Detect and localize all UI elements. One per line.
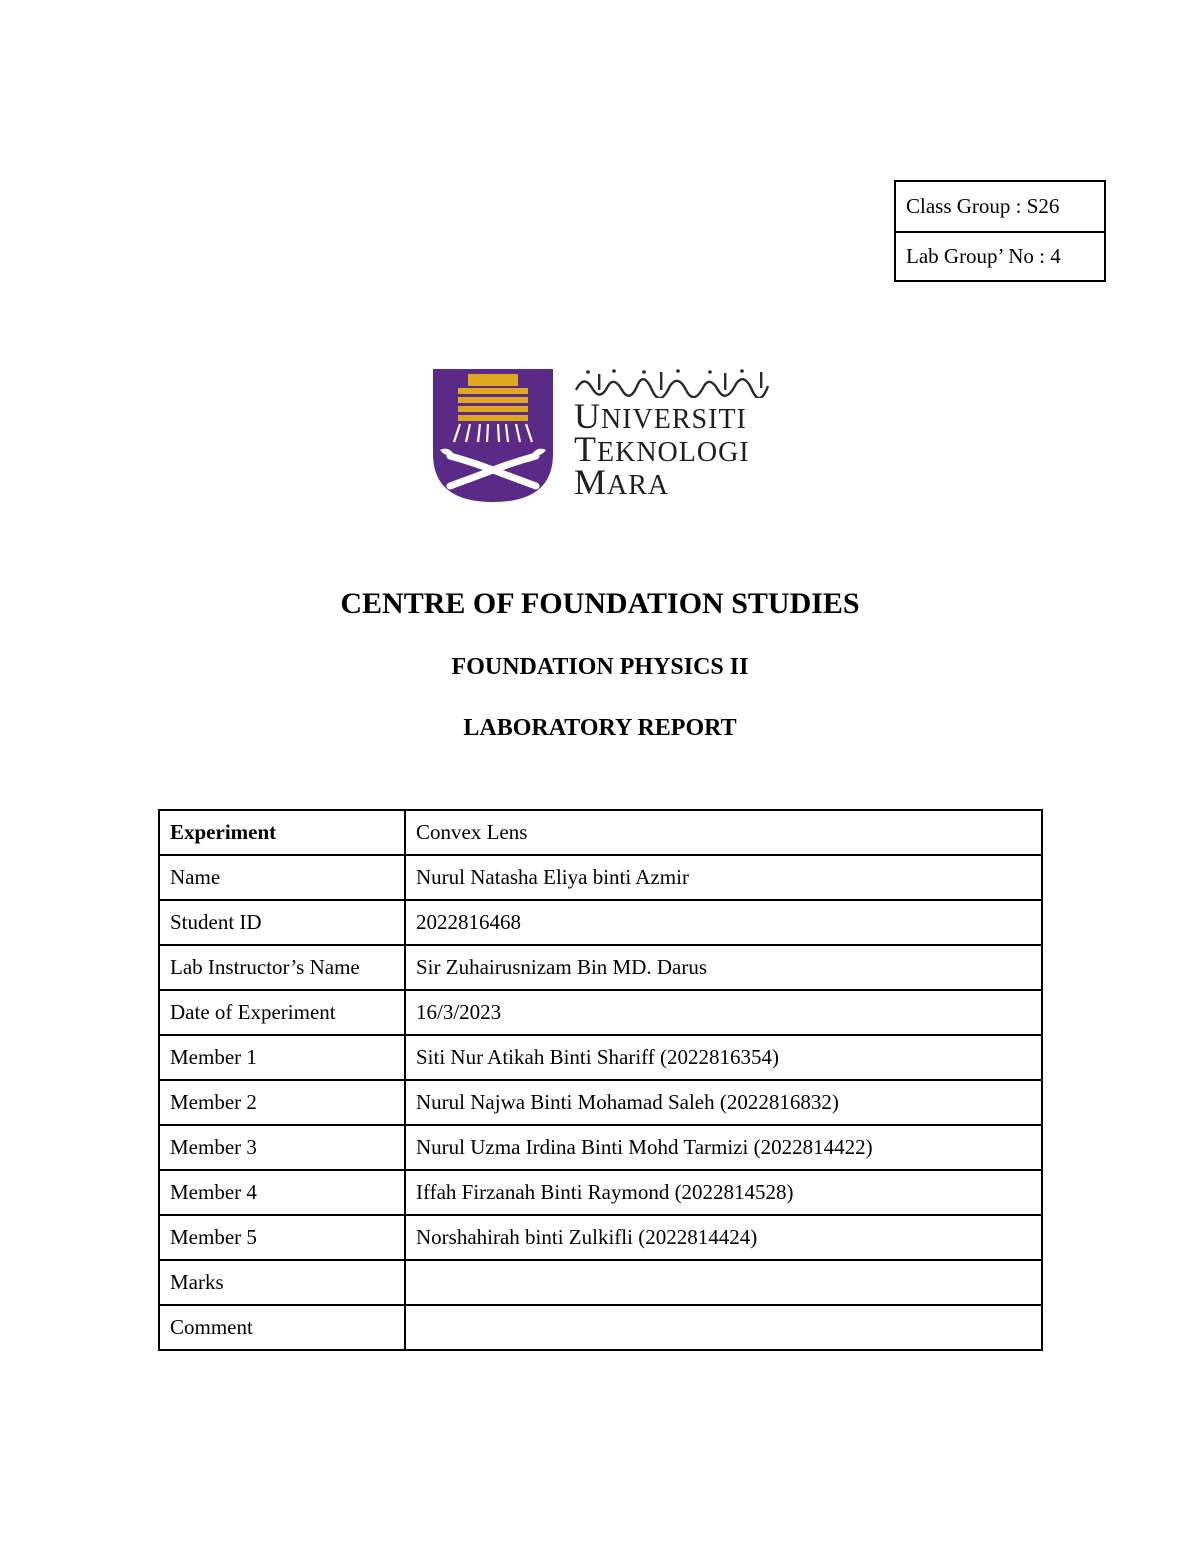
row-value-marks xyxy=(405,1260,1042,1305)
class-group: Class Group : S26 xyxy=(906,194,1060,218)
table-row xyxy=(159,810,1042,855)
wordmark-line-2: TEKNOLOGI xyxy=(574,429,750,469)
table-row xyxy=(159,1125,1042,1170)
row-label-date: Date of Experiment xyxy=(159,990,405,1035)
table-row xyxy=(159,1080,1042,1125)
table-row xyxy=(159,1305,1042,1350)
row-label-member-4: Member 4 xyxy=(159,1170,405,1215)
table-row xyxy=(159,900,1042,945)
row-label-instructor: Lab Instructor’s Name xyxy=(159,945,405,990)
row-value-instructor: Sir Zuhairusnizam Bin MD. Darus xyxy=(405,945,1042,990)
row-label-comment: Comment xyxy=(159,1305,405,1350)
lab-group: Lab Group’ No : 4 xyxy=(896,231,1104,280)
row-label-member-3: Member 3 xyxy=(159,1125,405,1170)
table-row xyxy=(159,1035,1042,1080)
row-label-member-1: Member 1 xyxy=(159,1035,405,1080)
wordmark-line-3: MARA xyxy=(574,462,670,502)
row-value-student-id: 2022816468 xyxy=(405,900,1042,945)
row-value-member-4: Iffah Firzanah Binti Raymond (2022814528) xyxy=(405,1170,1042,1215)
course-heading: FOUNDATION PHYSICS II xyxy=(451,654,749,680)
row-value-member-3: Nurul Uzma Irdina Binti Mohd Tarmizi (2022814422) xyxy=(405,1125,1042,1170)
centre-heading: CENTRE OF FOUNDATION STUDIES xyxy=(340,587,860,620)
row-label-experiment: Experiment xyxy=(159,810,405,855)
row-label-name: Name xyxy=(159,855,405,900)
report-info-table xyxy=(158,809,1043,1351)
row-value-member-1: Siti Nur Atikah Binti Shariff (2022816354) xyxy=(405,1035,1042,1080)
row-value-member-2: Nurul Najwa Binti Mohamad Saleh (2022816832) xyxy=(405,1080,1042,1125)
university-wordmark xyxy=(574,396,750,502)
table-row xyxy=(159,990,1042,1035)
row-label-member-2: Member 2 xyxy=(159,1080,405,1125)
table-row xyxy=(159,1170,1042,1215)
row-value-member-5: Norshahirah binti Zulkifli (2022814424) xyxy=(405,1215,1042,1260)
row-value-comment xyxy=(405,1305,1042,1350)
row-label-student-id: Student ID xyxy=(159,900,405,945)
table-row xyxy=(159,1215,1042,1260)
report-heading: LABORATORY REPORT xyxy=(463,715,737,741)
row-value-experiment: Convex Lens xyxy=(405,810,1042,855)
university-logo xyxy=(432,366,772,506)
table-row xyxy=(159,1260,1042,1305)
table-row xyxy=(159,855,1042,900)
wordmark-line-1: UNIVERSITI xyxy=(574,396,747,436)
row-label-member-5: Member 5 xyxy=(159,1215,405,1260)
row-value-date: 16/3/2023 xyxy=(405,990,1042,1035)
row-label-marks: Marks xyxy=(159,1260,405,1305)
row-value-name: Nurul Natasha Eliya binti Azmir xyxy=(405,855,1042,900)
jawi-script-icon xyxy=(574,368,769,398)
uitm-crest-icon xyxy=(432,366,554,502)
class-group-box xyxy=(894,180,1106,282)
table-row xyxy=(159,945,1042,990)
